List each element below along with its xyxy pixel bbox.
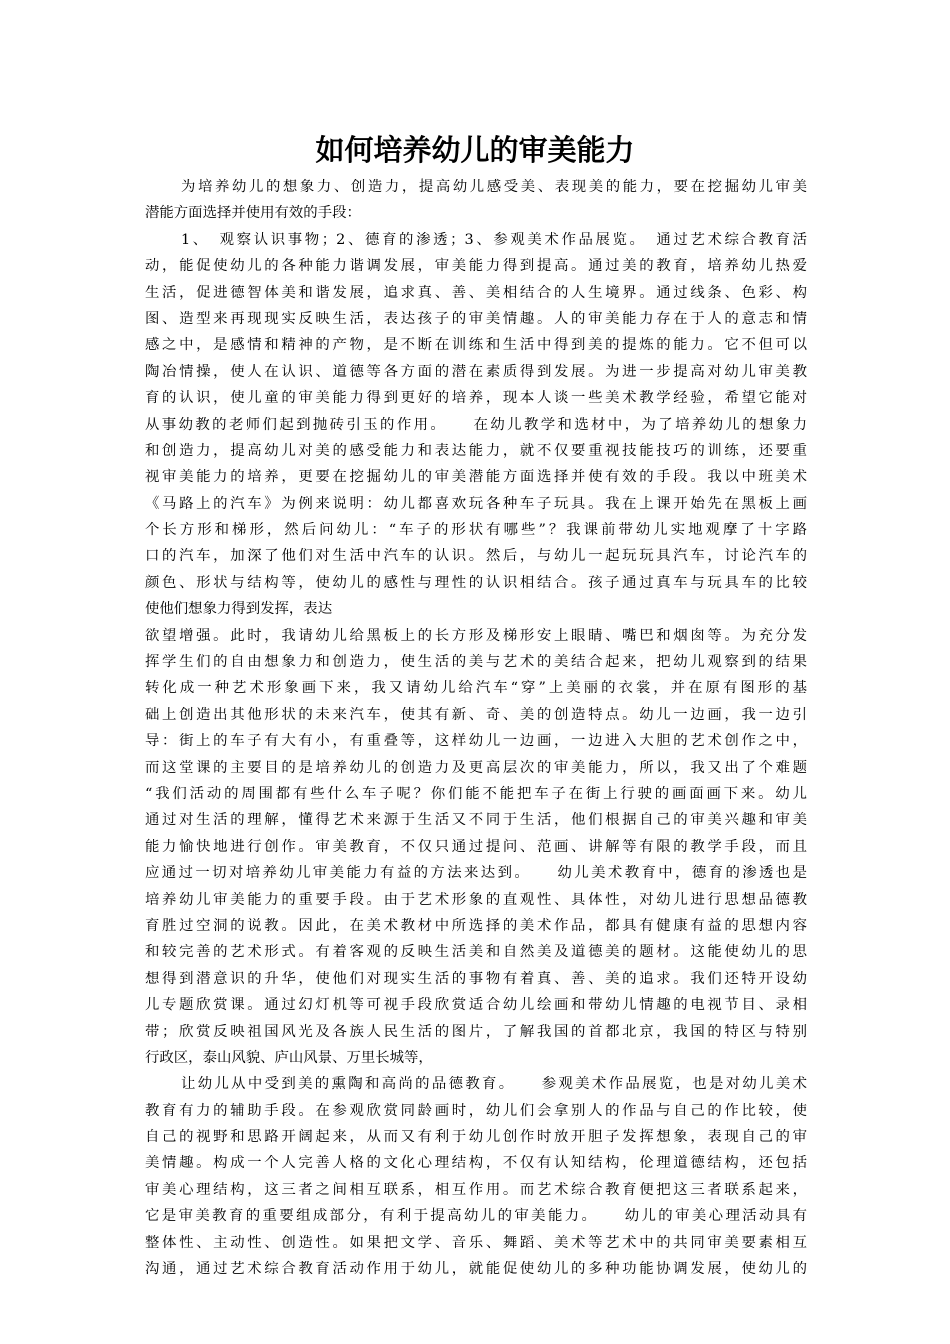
body-text-line: 个长方形和梯形，然后问幼儿：“车子的形状有哪些”？我课前带幼儿实地观摩了十字路: [145, 522, 807, 539]
body-text-line: 通过对生活的理解，懂得艺术来源于生活又不同于生活，他们根据自己的审美兴趣和审美: [145, 812, 807, 829]
body-text-line: 育胜过空洞的说教。因此，在美术教材中所选择的美术作品，都具有健康有益的思想内容: [145, 917, 807, 934]
body-text-line: 和较完善的艺术形式。有着客观的反映生活美和自然美及道德美的题材。这能使幼儿的思: [145, 944, 807, 961]
body-text-line: 整体性、主动性、创造性。如果把文学、音乐、舞蹈、美术等艺术中的共同审美要素相互: [145, 1234, 807, 1251]
body-text-line: 导：街上的车子有大有小，有重叠等，这样幼儿一边画，一边进入大胆的艺术创作之中，: [145, 733, 807, 750]
body-text-line: 和创造力，提高幼儿对美的感受能力和表达能力，就不仅要重视技能技巧的训练，还要重: [145, 442, 807, 459]
body-text-line: 而这堂课的主要目的是培养幼儿的创造力及更高层次的审美能力，所以，我又出了个难题: [145, 759, 807, 776]
body-text-line: 美情趣。构成一个人完善人格的文化心理结构，不仅有认知结构，伦理道德结构，还包括: [145, 1155, 807, 1172]
body-text-line: 使他们想象力得到发挥，表达: [145, 601, 333, 618]
body-text-line: 陶冶情操，使人在认识、道德等各方面的潜在素质得到发展。为进一步提高对幼儿审美教: [145, 363, 807, 380]
body-text-line: 审美心理结构，这三者之间相互联系，相互作用。而艺术综合教育便把这三者联系起来，: [145, 1181, 807, 1198]
document-title: 如何培养幼儿的审美能力: [315, 133, 635, 167]
body-text-line: 行政区，泰山风貌、庐山风景、万里长城等，: [145, 1049, 433, 1066]
body-text-line: 口的汽车，加深了他们对生活中汽车的认识。然后，与幼儿一起玩玩具汽车，讨论汽车的: [145, 548, 807, 565]
body-text-line: 感之中，是感情和精神的产物，是不断在训练和生活中得到美的提炼的能力。它不但可以: [145, 337, 807, 354]
body-text-line: “我们活动的周围都有些什么车子呢？你们能不能把车子在街上行驶的画面画下来。幼儿: [145, 785, 807, 802]
body-text-line: 想得到潜意识的升华，使他们对现实生活的事物有着真、善、美的追求。我们还特开设幼: [145, 970, 807, 987]
body-text-line: 颜色、形状与结构等，使幼儿的感性与理性的认识相结合。孩子通过真车与玩具车的比较: [145, 574, 807, 591]
body-text-line: 应通过一切对培养幼儿审美能力有益的方法来达到。 幼儿美术教育中，德育的渗透也是: [145, 865, 807, 882]
body-text-line: 自己的视野和思路开阔起来，从而又有利于幼儿创作时放开胆子发挥想象，表现自己的审: [145, 1129, 807, 1146]
body-text-line: 育的认识，使儿童的审美能力得到更好的培养，现本人谈一些美术教学经验，希望它能对: [145, 390, 807, 407]
body-text-line: 带；欣赏反映祖国风光及各族人民生活的图片，了解我国的首都北京，我国的特区与特别: [145, 1023, 807, 1040]
document-body: [145, 174, 807, 1282]
body-text-line: 能力愉快地进行创作。审美教育，不仅只通过提问、范画、讲解等有限的教学手段，而且: [145, 838, 807, 855]
body-text-line: 为培养幼儿的想象力、创造力，提高幼儿感受美、表现美的能力，要在挖掘幼儿审美: [181, 179, 807, 195]
body-text-line: 图、造型来再现现实反映生活，表达孩子的审美情趣。人的审美能力存在于人的意志和情: [145, 310, 807, 327]
body-text-line: 础上创造出其他形状的未来汽车，使其有新、奇、美的创造特点。幼儿一边画，我一边引: [145, 706, 807, 723]
body-text-line: 它是审美教育的重要组成部分，有利于提高幼儿的审美能力。 幼儿的审美心理活动具有: [145, 1208, 807, 1225]
body-text-line: 潜能方面选择并使用有效的手段：: [145, 205, 361, 222]
body-text-line: 从事幼教的老师们起到抛砖引玉的作用。 在幼儿教学和选材中，为了培养幼儿的想象力: [145, 416, 807, 433]
body-text-line: 培养幼儿审美能力的重要手段。由于艺术形象的直观性、具体性，对幼儿进行思想品德教: [145, 891, 807, 908]
body-text-line: 动，能促使幼儿的各种能力谐调发展，审美能力得到提高。通过美的教育，培养幼儿热爱: [145, 258, 807, 275]
body-text-line: 视审美能力的培养，更要在挖掘幼儿的审美潜能方面选择并使有效的手段。我以中班美术: [145, 469, 807, 486]
body-text-line: 欲望增强。此时，我请幼儿给黑板上的长方形及梯形安上眼睛、嘴巴和烟囱等。为充分发: [145, 627, 807, 644]
body-text-line: 1、 观察认识事物；2、德育的渗透；3、参观美术作品展览。 通过艺术综合教育活: [181, 231, 807, 248]
body-text-line: 儿专题欣赏课。通过幻灯机等可视手段欣赏适合幼儿绘画和带幼儿情趣的电视节目、录相: [145, 997, 807, 1014]
body-text-line: 挥学生们的自由想象力和创造力，使生活的美与艺术的美结合起来，把幼儿观察到的结果: [145, 654, 807, 671]
body-text-line: 教育有力的辅助手段。在参观欣赏同龄画时，幼儿们会拿别人的作品与自己的作比较，使: [145, 1102, 807, 1119]
body-text-line: 生活，促进德智体美和谐发展，追求真、善、美相结合的人生境界。通过线条、色彩、构: [145, 284, 807, 301]
body-text-line: 沟通，通过艺术综合教育活动作用于幼儿，就能促使幼儿的多种功能协调发展，使幼儿的: [145, 1261, 807, 1278]
body-text-line: 《马路上的汽车》为例来说明：幼儿都喜欢玩各种车子玩具。我在上课开始先在黑板上画: [145, 495, 807, 512]
body-text-line: 转化成一种艺术形象画下来，我又请幼儿给汽车“穿”上美丽的衣裳，并在原有图形的基: [145, 680, 807, 697]
body-text-line: 让幼儿从中受到美的熏陶和高尚的品德教育。 参观美术作品展览，也是对幼儿美术: [181, 1076, 807, 1093]
